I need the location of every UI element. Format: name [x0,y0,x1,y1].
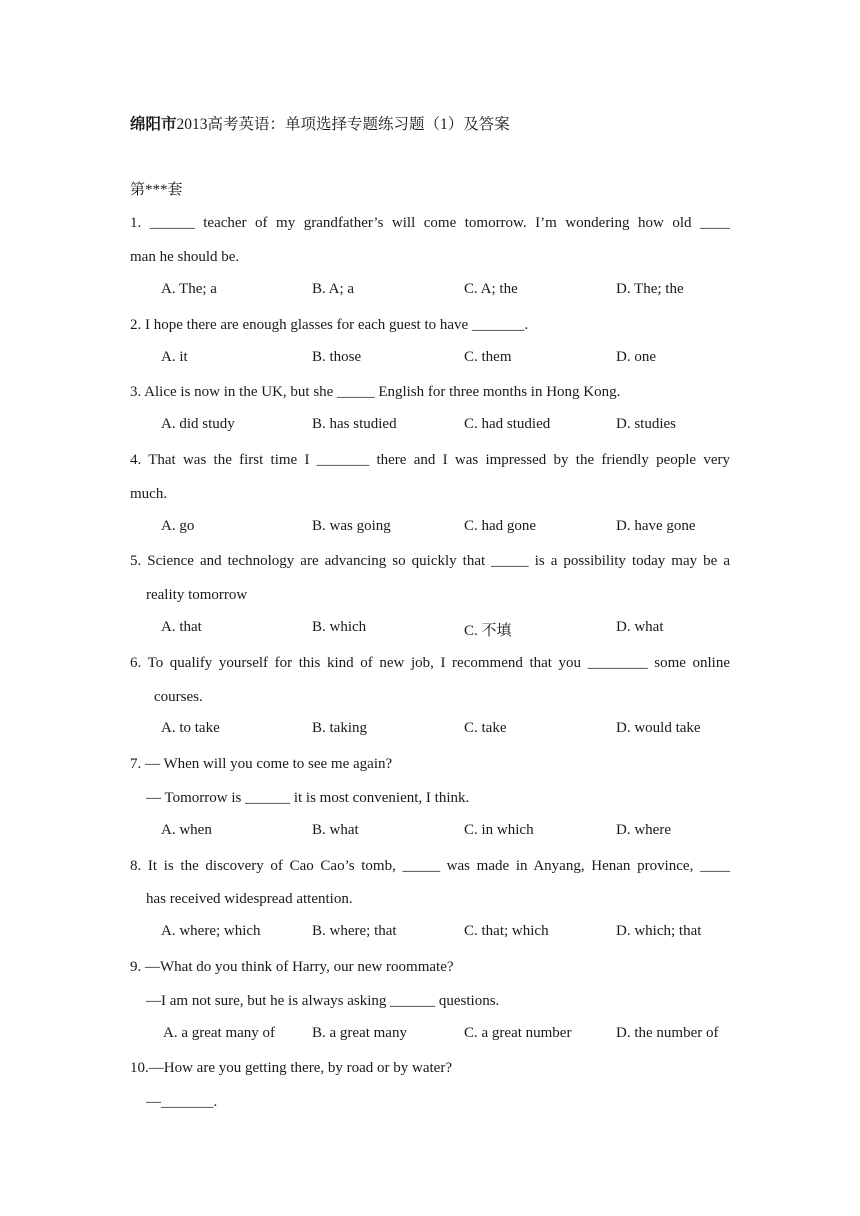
question-7-line-2: — Tomorrow is ______ it is most convenient, I think. [146,790,470,806]
option-a: A. The; a [161,281,217,297]
option-d: D. have gone [616,518,696,534]
question-8-options [130,923,730,943]
question-7-line-1: 7. — When will you come to see me again? [130,756,393,772]
question-1-line-2: man he should be. [130,249,240,265]
question-9-options [130,1025,730,1045]
question-7-options [130,822,730,842]
option-b: B. has studied [312,416,397,432]
question-9-line-1: 9. —What do you think of Harry, our new roommate? [130,959,454,975]
question-6-options [130,720,730,740]
question-3-line-1: 3. Alice is now in the UK, but she _____ English for three months in Hong Kong. [130,384,621,400]
question-10-line-1: 10.—How are you getting there, by road or by water? [130,1060,452,1076]
option-b: B. was going [312,518,391,534]
option-d: D. would take [616,720,701,736]
option-b: B. what [312,822,359,838]
option-d: D. what [616,619,664,635]
option-a: A. go [161,518,195,534]
question-5-options [130,619,730,639]
option-a: A. that [161,619,202,635]
option-a: A. a great many of [163,1025,276,1041]
question-9-line-2: —I am not sure, but he is always asking ______ questions. [146,993,500,1009]
question-3-options [130,416,730,436]
option-b: B. where; that [312,923,397,939]
option-b: B. a great many [312,1025,407,1041]
question-6-line-1: 6. To qualify yourself for this kind of new job, I recommend that you ________ some online [130,655,730,671]
option-a: A. it [161,349,188,365]
option-c: C. a great number [464,1025,572,1041]
title-text: 2013高考英语：单项选择专题练习题（1）及答案 [176,116,510,133]
option-b: B. those [312,349,362,365]
option-d: D. one [616,349,656,365]
question-2-line-1: 2. I hope there are enough glasses for each guest to have _______. [130,317,529,333]
option-c: C. that; which [464,923,549,939]
option-c: C. had gone [464,518,537,534]
question-4-line-2: much. [130,486,168,502]
question-5-line-2: reality tomorrow [146,587,248,603]
set-label: 第***套 [130,182,183,198]
question-2-options [130,349,730,369]
option-b: B. A; a [312,281,355,297]
question-6-line-2: courses. [154,689,203,705]
option-a: A. when [161,822,212,838]
option-d: D. where [616,822,671,838]
option-c: C. in which [464,822,534,838]
option-c: C. them [464,349,512,365]
title-city: 绵阳市 [130,116,177,133]
option-a: A. to take [161,720,220,736]
option-c: C. 不填 [464,623,512,639]
document-title [130,112,510,134]
option-b: B. which [312,619,367,635]
option-c: C. take [464,720,507,736]
option-d: D. the number of [616,1025,719,1041]
question-8-line-1: 8. It is the discovery of Cao Cao’s tomb, _____ was made in Anyang, Henan province, ____ [130,858,730,874]
question-4-options [130,518,730,538]
question-10-line-2: —_______. [146,1094,218,1110]
option-c: C. had studied [464,416,551,432]
option-d: D. studies [616,416,676,432]
option-c: C. A; the [464,281,518,297]
question-4-line-1: 4. That was the first time I _______ there and I was impressed by the friendly people very [130,452,730,468]
option-a: A. did study [161,416,235,432]
question-5-line-1: 5. Science and technology are advancing so quickly that _____ is a possibility today may be a [130,553,730,569]
option-d: D. which; that [616,923,702,939]
option-d: D. The; the [616,281,684,297]
question-1-options [130,281,730,301]
question-1-line-1: 1. ______ teacher of my grandfather’s will come tomorrow. I’m wondering how old ____ [130,215,730,231]
option-b: B. taking [312,720,367,736]
question-8-line-2: has received widespread attention. [146,891,353,907]
option-a: A. where; which [161,923,261,939]
